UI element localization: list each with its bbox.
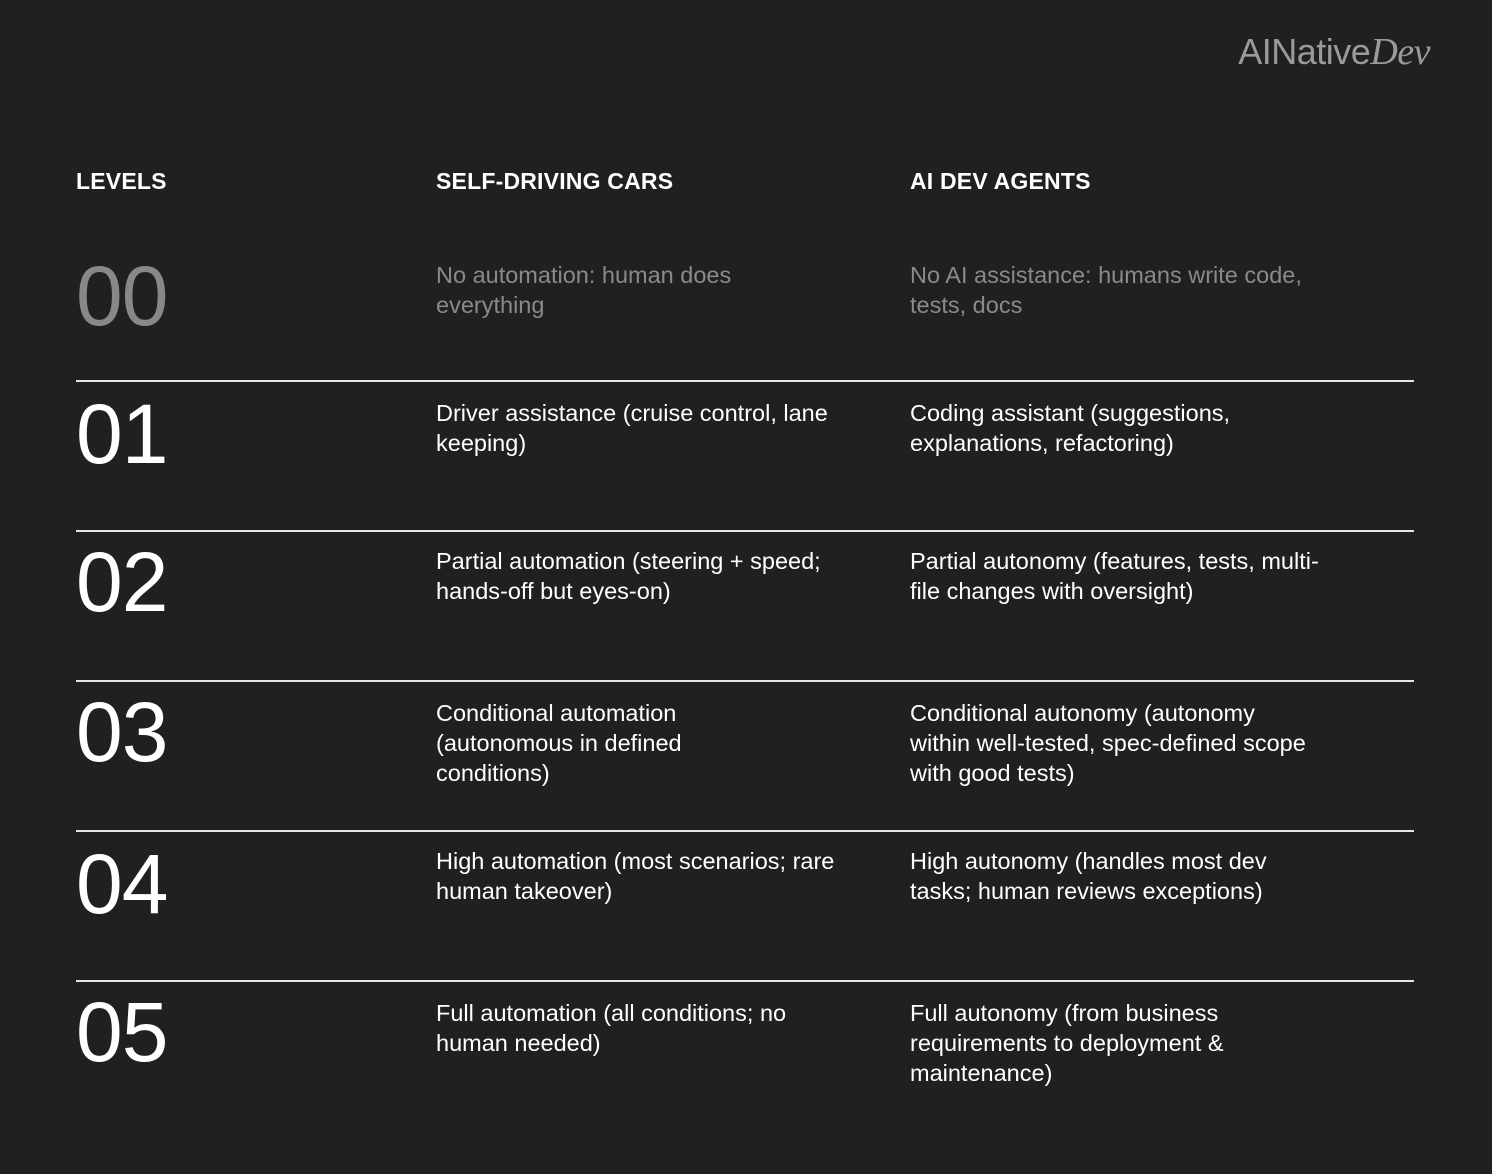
cars-description: Conditional automation (autonomous in defined conditions) xyxy=(436,700,682,786)
level-number: 04 xyxy=(76,837,168,931)
table-row-level-00 xyxy=(76,232,1414,382)
cars-description: Driver assistance (cruise control, lane keeping) xyxy=(436,400,828,456)
header-self-driving-cars: SELF-DRIVING CARS xyxy=(436,168,674,194)
logo-accent-text: Dev xyxy=(1370,31,1430,73)
table-row-level-01 xyxy=(76,380,1414,532)
brand-logo xyxy=(1238,30,1430,74)
table-row-level-03 xyxy=(76,680,1414,832)
cars-description: No automation: human does everything xyxy=(436,262,732,318)
table-row-level-05 xyxy=(76,980,1414,1132)
agents-description: Partial autonomy (features, tests, multi-file changes with oversight) xyxy=(910,548,1319,604)
agents-description: Coding assistant (suggestions, explanations, refactoring) xyxy=(910,400,1231,456)
agents-description: Conditional autonomy (autonomy within well-tested, spec-defined scope with good tests) xyxy=(910,700,1306,786)
agents-description: No AI assistance: humans write code, tests, docs xyxy=(910,262,1302,318)
logo-main-text: AINative xyxy=(1238,31,1371,72)
level-number: 05 xyxy=(76,985,168,1079)
level-number: 02 xyxy=(76,535,168,629)
cars-description: Full automation (all conditions; no human needed) xyxy=(436,1000,787,1056)
header-levels: LEVELS xyxy=(76,168,167,194)
agents-description: High autonomy (handles most dev tasks; human reviews exceptions) xyxy=(910,848,1267,904)
cars-description: High automation (most scenarios; rare human takeover) xyxy=(436,848,835,904)
table-header xyxy=(76,168,1414,198)
level-number: 03 xyxy=(76,685,168,779)
table-row-level-02 xyxy=(76,530,1414,682)
table-row-level-04 xyxy=(76,830,1414,982)
header-ai-dev-agents: AI DEV AGENTS xyxy=(910,168,1091,194)
cars-description: Partial automation (steering + speed; hands-off but eyes-on) xyxy=(436,548,821,604)
level-number: 00 xyxy=(76,249,168,343)
agents-description: Full autonomy (from business requirements to deployment & maintenance) xyxy=(910,1000,1224,1086)
level-number: 01 xyxy=(76,387,168,481)
